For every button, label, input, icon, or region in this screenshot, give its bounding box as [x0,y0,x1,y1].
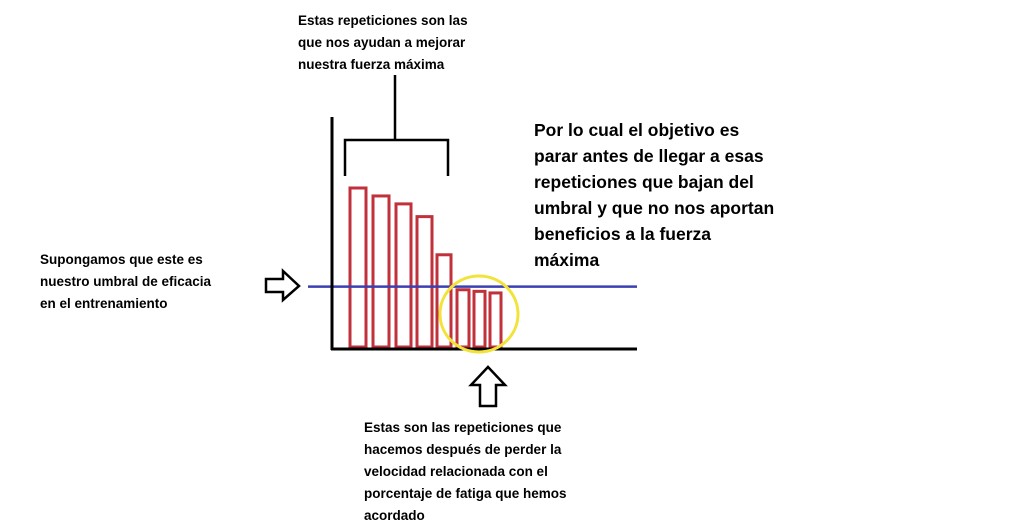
right-arrow-icon [266,271,299,300]
bar-6 [457,290,469,347]
fatigue-annotation: Estas son las repeticiones que hacemos después de perder la velocidad relacionada con el porcentaje de fatiga que hemos acordado [364,420,567,523]
bar-7 [474,291,485,347]
bar-4 [417,217,432,347]
top-bracket [345,75,448,176]
bar-2 [373,196,389,347]
bar-1 [350,188,366,347]
bars-group [350,188,501,347]
up-arrow-icon [471,367,505,406]
top-annotation: Estas repeticiones son las que nos ayudan a mejorar nuestra fuerza máxima [298,13,468,72]
bar-8 [490,293,501,347]
conclusion-annotation: Por lo cual el objetivo es parar antes de llegar a esas repeticiones que bajan del umbral y que no nos aportan beneficios a la fuerza máxima [534,120,775,270]
threshold-annotation: Supongamos que este es nuestro umbral de eficacia en el entrenamiento [40,252,212,311]
bar-3 [396,204,411,347]
